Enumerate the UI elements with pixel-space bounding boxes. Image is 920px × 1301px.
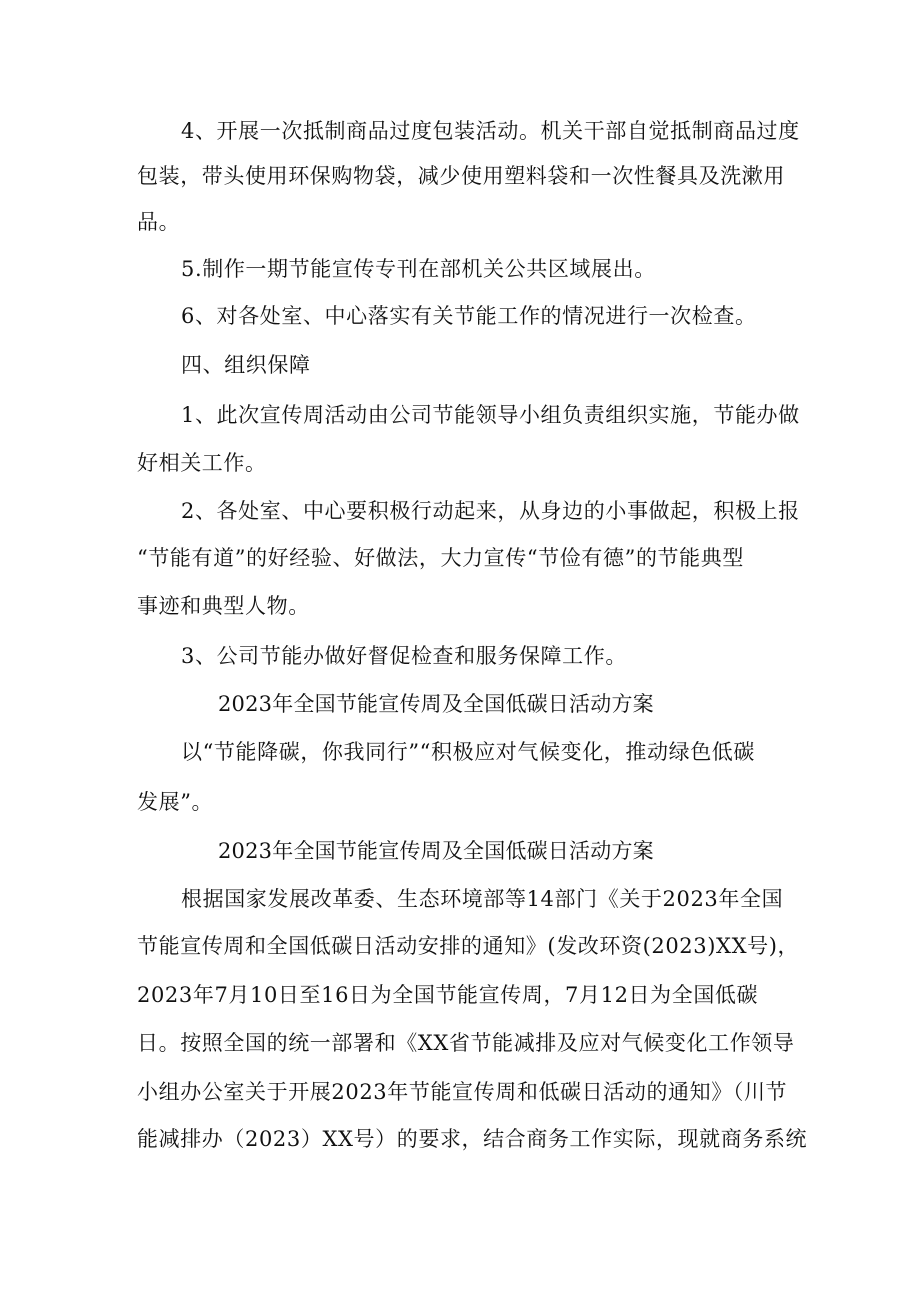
paragraph-basis-line-2: 节能宣传周和全国低碳日活动安排的通知》(发改环资(2023)XX号)， [137, 934, 800, 958]
paragraph-basis-line-4: 日。按照全国的统一部署和《XX省节能减排及应对气候变化工作领导 [137, 1031, 795, 1055]
paragraph-basis-line-6: 能减排办（2023）XX号）的要求，结合商务工作实际，现就商务系统 [137, 1127, 808, 1151]
paragraph-basis-line-3: 2023年7月10日至16日为全国节能宣传周，7月12日为全国低碳 [137, 983, 759, 1007]
paragraph-guarantee-1-line-2: 好相关工作。 [137, 451, 267, 475]
section-heading-organization: 四、组织保障 [181, 353, 311, 377]
paragraph-item-4-line-2: 包装，带头使用环保购物袋，减少使用塑料袋和一次性餐具及洗漱用 [137, 164, 785, 188]
paragraph-item-4-line-1: 4、开展一次抵制商品过度包装活动。机关干部自觉抵制商品过度 [181, 119, 800, 143]
paragraph-item-5: 5.制作一期节能宣传专刊在部机关公共区域展出。 [181, 257, 656, 281]
paragraph-item-4-line-3: 品。 [137, 210, 181, 234]
paragraph-basis-line-5: 小组办公室关于开展2023年节能宣传周和低碳日活动的通知》（川节 [137, 1080, 788, 1104]
paragraph-guarantee-2-line-1: 2、各处室、中心要积极行动起来，从身边的小事做起，积极上报 [181, 499, 800, 523]
paragraph-theme-line-2: 发展”。 [137, 790, 214, 814]
paragraph-basis-line-1: 根据国家发展改革委、生态环境部等14部门《关于2023年全国 [181, 887, 784, 911]
paragraph-guarantee-2-line-2: “节能有道”的好经验、好做法，大力宣传“节俭有德”的节能典型 [137, 546, 744, 570]
paragraph-item-6: 6、对各处室、中心落实有关节能工作的情况进行一次检查。 [181, 304, 757, 328]
document-title-2: 2023年全国节能宣传周及全国低碳日活动方案 [218, 839, 654, 863]
paragraph-guarantee-1-line-1: 1、此次宣传周活动由公司节能领导小组负责组织实施，节能办做 [181, 403, 800, 427]
paragraph-theme-line-1: 以“节能降碳，你我同行”“积极应对气候变化，推动绿色低碳 [181, 740, 756, 764]
paragraph-guarantee-2-line-3: 事迹和典型人物。 [137, 594, 310, 618]
paragraph-guarantee-3: 3、公司节能办做好督促检查和服务保障工作。 [181, 644, 627, 668]
document-title-1: 2023年全国节能宣传周及全国低碳日活动方案 [218, 692, 654, 716]
